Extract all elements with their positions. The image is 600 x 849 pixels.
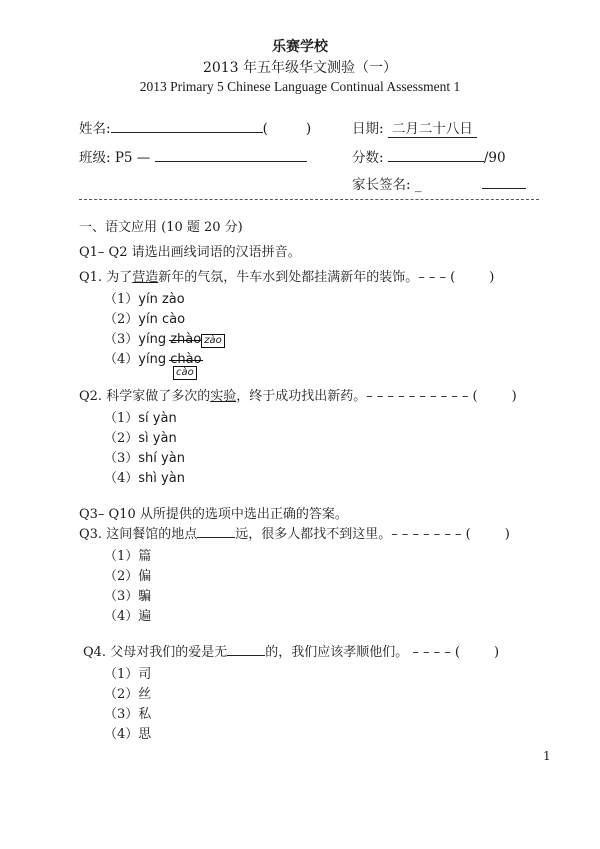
parent-sign-blank — [482, 176, 526, 189]
class-blank — [155, 149, 307, 162]
question-4 — [83, 641, 499, 660]
parent-sign-label: 家长签名: _ — [352, 177, 422, 193]
q2-option-3 — [104, 447, 185, 466]
q1-text-pre: Q1. 为了 — [79, 270, 133, 285]
q1-option-3 — [104, 328, 225, 348]
q3-paren-close: ) — [504, 527, 510, 542]
date-label: 日期: — [352, 121, 384, 137]
handwritten-correction: cào — [173, 366, 197, 380]
q2-underlined-word: 实验 — [210, 389, 237, 404]
q2-option-4 — [104, 467, 185, 486]
class-no-paren-open: ( — [262, 121, 268, 137]
option-number: （1） — [104, 549, 139, 564]
q1-option-2 — [104, 308, 185, 327]
q4-option-3 — [104, 703, 151, 722]
option-number: （4） — [104, 471, 139, 486]
option-number: （1） — [104, 411, 139, 426]
q2-option-2 — [104, 427, 177, 446]
option-number: （2） — [104, 569, 139, 584]
handwritten-correction: zào — [201, 334, 225, 348]
name-row — [79, 117, 311, 137]
q4-option-4 — [104, 723, 151, 742]
option-text: 偏 — [138, 569, 152, 584]
date-value: 二月二十八日 — [388, 117, 477, 138]
q4-option-2 — [104, 683, 151, 702]
q3-fill-blank — [197, 527, 235, 538]
option-text: shì yàn — [138, 471, 185, 486]
struck-pinyin: chào — [170, 352, 202, 367]
instruction-q1-q2: Q1– Q2 请选出画线词语的汉语拼音。 — [79, 245, 301, 260]
option-number: （3） — [104, 589, 139, 604]
option-text: yíng — [138, 332, 171, 347]
q3-option-1 — [104, 545, 151, 564]
name-blank — [111, 120, 263, 133]
page-number: 1 — [543, 749, 551, 763]
class-no-paren-close: ) — [305, 121, 312, 137]
option-number: （2） — [104, 312, 139, 327]
q3-option-2 — [104, 565, 151, 584]
option-text: shí yàn — [138, 451, 185, 466]
option-text: sì yàn — [138, 431, 177, 446]
q2-text-post: ，终于成功找出新药。– – – – – – – – – – ( — [236, 389, 478, 404]
score-total: /90 — [483, 150, 506, 166]
option-number: （4） — [104, 352, 139, 367]
option-text: 私 — [138, 707, 152, 722]
test-title-english: 2013 Primary 5 Chinese Language Continual Assessment 1 — [139, 79, 461, 94]
q1-paren-close: ) — [489, 270, 495, 285]
q1-option-1 — [104, 288, 185, 307]
option-text: yín cào — [138, 312, 186, 327]
q3-option-4 — [104, 605, 151, 624]
score-row — [352, 146, 506, 166]
class-label: 班级: P5 — — [79, 150, 151, 166]
option-number: （1） — [104, 292, 139, 307]
q2-paren-close: ) — [511, 389, 517, 404]
option-number: （4） — [104, 727, 139, 742]
struck-pinyin: zhào — [170, 332, 202, 347]
test-title-chinese: 2013 年五年级华文测验（一） — [202, 60, 398, 76]
option-number: （3） — [104, 451, 139, 466]
q4-text-pre: Q4. 父母对我们的爱是无 — [83, 645, 228, 660]
option-number: （3） — [104, 332, 139, 347]
q4-fill-blank — [227, 645, 265, 656]
option-text: 思 — [138, 727, 152, 742]
q3-option-3 — [104, 585, 151, 604]
option-text: yíng — [138, 352, 171, 367]
parent-sign-row — [352, 173, 526, 193]
q3-text-pre: Q3. 这间餐馆的地点 — [79, 527, 198, 542]
option-text: 遍 — [138, 609, 152, 624]
class-row — [79, 146, 307, 166]
q4-text-post: 的，我们应该孝顺他们。 – – – – ( — [265, 645, 460, 660]
option-number: （4） — [104, 609, 139, 624]
score-blank — [388, 149, 484, 162]
q4-paren-close: ) — [493, 645, 500, 660]
question-2 — [79, 385, 517, 404]
option-number: （1） — [104, 667, 139, 682]
q2-option-1 — [104, 407, 177, 426]
option-text: 司 — [138, 667, 152, 682]
q1-text-post: 新年的气氛，牛车水到处都挂满新年的装饰。– – – ( — [158, 270, 456, 285]
question-1 — [79, 266, 494, 285]
question-3 — [79, 523, 510, 542]
q3-text-post: 远，很多人都找不到这里。– – – – – – – ( — [235, 527, 471, 542]
option-number: （2） — [104, 431, 139, 446]
option-text: 騙 — [138, 589, 152, 604]
school-name: 乐赛学校 — [272, 39, 328, 55]
option-text: sí yàn — [138, 411, 177, 426]
option-text: 丝 — [138, 687, 152, 702]
q4-option-1 — [104, 663, 151, 682]
option-number: （3） — [104, 707, 139, 722]
option-number: （2） — [104, 687, 139, 702]
q1-option-4-correction — [173, 360, 197, 380]
dashed-divider — [79, 199, 539, 200]
score-label: 分数: — [352, 150, 384, 166]
option-text: yín zào — [138, 292, 185, 307]
section-heading: 一、语文应用 (10 题 20 分) — [79, 220, 243, 235]
option-text: 篇 — [138, 549, 152, 564]
date-row — [352, 117, 477, 138]
instruction-q3-q10: Q3– Q10 从所提供的选项中选出正确的答案。 — [79, 507, 348, 522]
q2-text-pre: Q2. 科学家做了多次的 — [79, 389, 211, 404]
q1-underlined-word: 营造 — [132, 270, 159, 285]
name-label: 姓名: — [79, 121, 111, 137]
